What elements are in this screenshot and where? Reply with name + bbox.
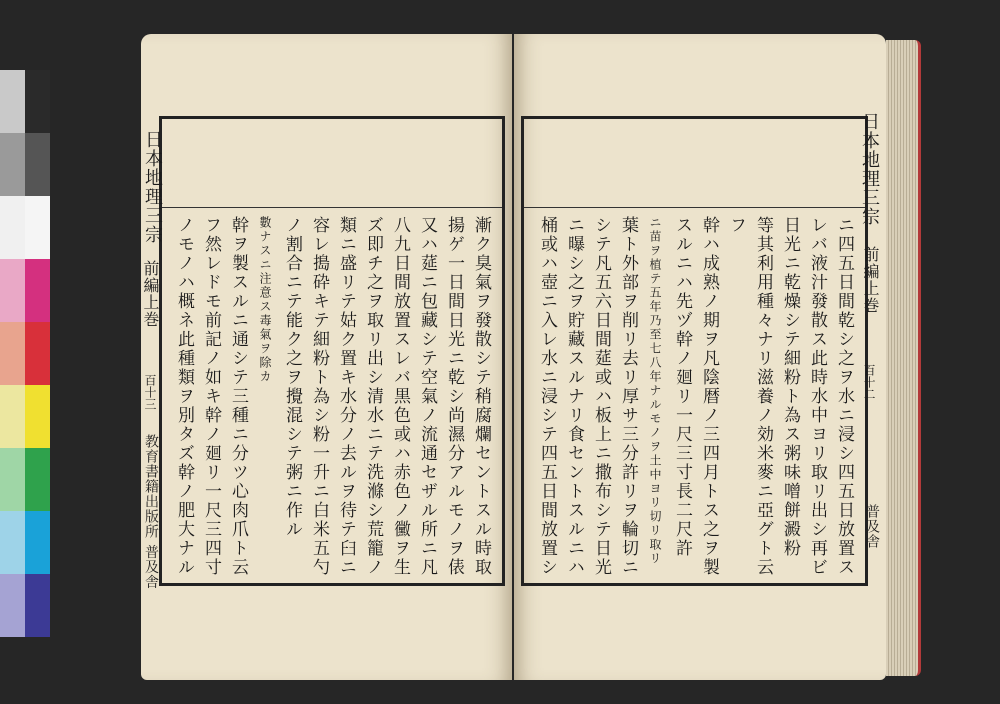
left-column-8: ノ割合ニテ能ク之ヲ攪混シテ粥ニ作ル [282,216,302,539]
left-column-2: 揚ゲ一日間日光ニ乾シ尚濕分アルモノヲ俵 [444,216,464,577]
left-text-frame [159,116,505,586]
swatch-pale-cyan [0,511,25,574]
right-running-subtitle: 前編上巻 [861,246,880,314]
right-body [524,208,865,583]
swatch-white [0,196,25,259]
right-publisher: 普及舎 [864,504,880,549]
right-column-3: 日光ニ乾燥シテ細粉ト為ス粥味噌餅澱粉 [780,216,800,558]
swatch-pale-yellow [0,385,25,448]
right-column-9: 葉ト外部ヲ削リ去リ厚サ三分許リヲ輪切ニ [618,216,638,577]
right-column-12: 桶或ハ壺ニ入レ水ニ浸シテ四五日間放置シ [537,216,557,577]
left-running-title: 日本地理三宗 [142,130,163,244]
right-column-11: ニ曝シ之ヲ貯藏スルナリ食セントスルニハ [564,216,584,577]
right-page-number: 百十二 [862,364,876,400]
right-column-6: 幹ハ成熟ノ期ヲ凡陰暦ノ三四月トス之ヲ製 [699,216,719,577]
left-page-number: 百十三 [143,374,157,410]
swatch-green [25,448,50,511]
right-column-1: ニ四五日間乾シ之ヲ水ニ浸シ四五日放置ス [834,216,854,577]
right-column-4: 等其利用種々ナリ滋養ノ効米麥ニ亞グト云 [753,216,773,577]
swatch-pale-green [0,448,25,511]
right-column-10: シテ凡五六日間莚或ハ板上ニ撒布シテ日光 [591,216,611,577]
swatch-cyan [25,511,50,574]
swatch-gray [0,133,25,196]
left-column-10: 幹ヲ製スルニ通シテ三種ニ分ツ心肉爪ト云 [228,216,248,577]
swatch-salmon [0,322,25,385]
left-header-band [162,119,502,208]
right-column-2: レバ液汁發散ス此時水中ヨリ取リ出シ再ビ [807,216,827,577]
swatch-black [25,70,50,133]
right-running-title: 日本地理三宗 [859,112,880,226]
swatch-yellow [25,385,50,448]
left-column-7: 容レ搗砕キテ細粉ト為シ粉一升ニ白米五勺 [309,216,329,577]
swatch-pink [0,259,25,322]
swatch-dark-gray [25,133,50,196]
left-running-subtitle: 前編上巻 [141,260,160,328]
right-column-7: スルニハ先ヅ幹ノ廻リ一尺三寸長二尺許 [672,216,692,558]
color-calibration-chart [0,70,50,633]
swatch-magenta [25,259,50,322]
left-publisher: 教育書籍出版所 普及舎 [143,434,159,590]
left-column-6: 類ニ盛リテ姑ク置キ水分ノ去ルヲ待テ臼ニ [336,216,356,577]
right-column-8-annotation: ニ苗ヲ植テ五年乃至七八年ナルモノヲ土中ヨリ切リ取リ [648,216,662,566]
swatch-blue [25,574,50,637]
right-header-band [524,119,865,208]
left-column-12: ノモノハ概ネ此種類ヲ別タズ幹ノ肥大ナル [174,216,194,577]
left-column-5: ズ即チ之ヲ取リ出シ清水ニテ洗滌シ荒籠ノ [363,216,383,577]
swatch-lavender [0,574,25,637]
swatch-light-gray [0,70,25,133]
left-column-9-annotation: 數ナスニ注意ス毒氣ヲ除カ [258,216,272,384]
open-book [133,34,918,680]
left-column-1: 漸ク臭氣ヲ發散シテ稍腐爛セントスル時取 [471,216,491,577]
swatch-white-2 [25,196,50,259]
swatch-red [25,322,50,385]
left-body [162,208,502,583]
right-text-frame [521,116,868,586]
page-edges [886,40,921,676]
left-column-3: 又ハ莚ニ包藏シテ空氣ノ流通セザル所ニ凡 [417,216,437,577]
left-page [141,34,512,680]
right-column-5: フ [726,216,746,235]
left-column-11: フ然レドモ前記ノ如キ幹ノ廻リ一尺三四寸 [201,216,221,577]
left-column-4: 八九日間放置スレバ黒色或ハ赤色ノ黴ヲ生 [390,216,410,577]
right-page [514,34,886,680]
